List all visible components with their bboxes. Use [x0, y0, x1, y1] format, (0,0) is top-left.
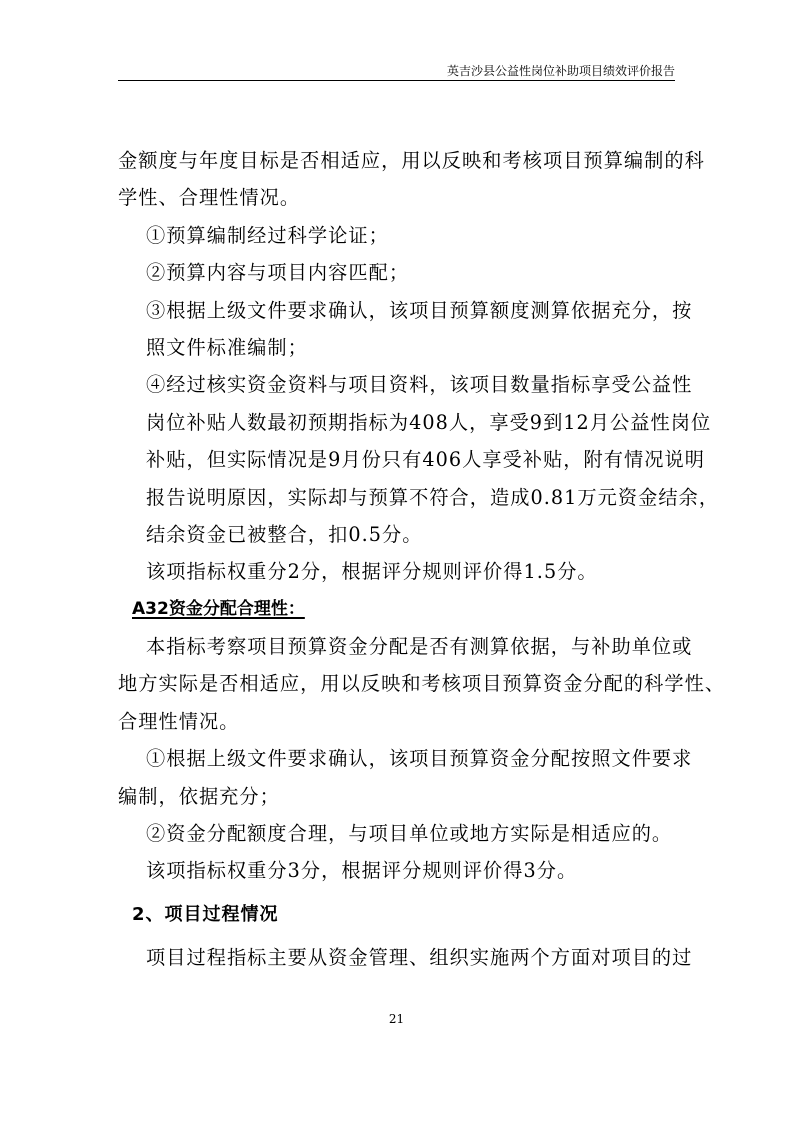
- body-line: 地方实际是否相适应，用以反映和考核项目预算资金分配的科学性、: [118, 672, 726, 696]
- score-summary: 该项指标权重分3分，根据评分规则评价得3分。: [146, 859, 578, 883]
- body-line: 合理性情况。: [118, 709, 240, 733]
- list-item-continuation: 岗位补贴人数最初预期指标为408人，享受9到12月公益性岗位: [146, 410, 712, 434]
- list-item: ④经过核实资金资料与项目资料，该项目数量指标享受公益性: [146, 373, 693, 397]
- list-item: ②预算内容与项目内容匹配；: [146, 261, 410, 285]
- list-item: ①预算编制经过科学论证；: [146, 223, 389, 247]
- list-item-continuation: 照文件标准编制；: [146, 335, 308, 359]
- section-heading-2: 2、项目过程情况: [132, 903, 279, 925]
- list-item: ③根据上级文件要求确认，该项目预算额度测算依据充分，按: [146, 298, 693, 322]
- list-item-continuation: 报告说明原因，实际却与预算不符合，造成0.81万元资金结余，: [146, 485, 720, 509]
- score-summary: 该项指标权重分2分，根据评分规则评价得1.5分。: [146, 560, 598, 584]
- header-divider: [118, 80, 675, 81]
- body-line: 学性、合理性情况。: [118, 186, 301, 210]
- list-item-continuation: 补贴，但实际情况是9月份只有406人享受补贴，附有情况说明: [146, 448, 705, 472]
- page-body: [118, 142, 726, 977]
- running-header-title: 英吉沙县公益性岗位补助项目绩效评价报告: [446, 64, 675, 78]
- body-line: 项目过程指标主要从资金管理、组织实施两个方面对项目的过: [146, 946, 693, 970]
- list-item: ①根据上级文件要求确认，该项目预算资金分配按照文件要求: [146, 747, 693, 771]
- body-line: 本指标考察项目预算资金分配是否有测算依据，与补助单位或: [146, 635, 693, 659]
- list-item: ②资金分配额度合理，与项目单位或地方实际是相适应的。: [146, 822, 673, 846]
- body-line: 金额度与年度目标是否相适应，用以反映和考核项目预算编制的科: [118, 149, 705, 172]
- list-item-continuation: 编制，依据充分；: [118, 784, 280, 808]
- section-heading-a32: A32资金分配合理性：: [132, 598, 305, 619]
- list-item-continuation: 结余资金已被整合，扣0.5分。: [146, 522, 423, 546]
- page-number: 21: [388, 1012, 405, 1026]
